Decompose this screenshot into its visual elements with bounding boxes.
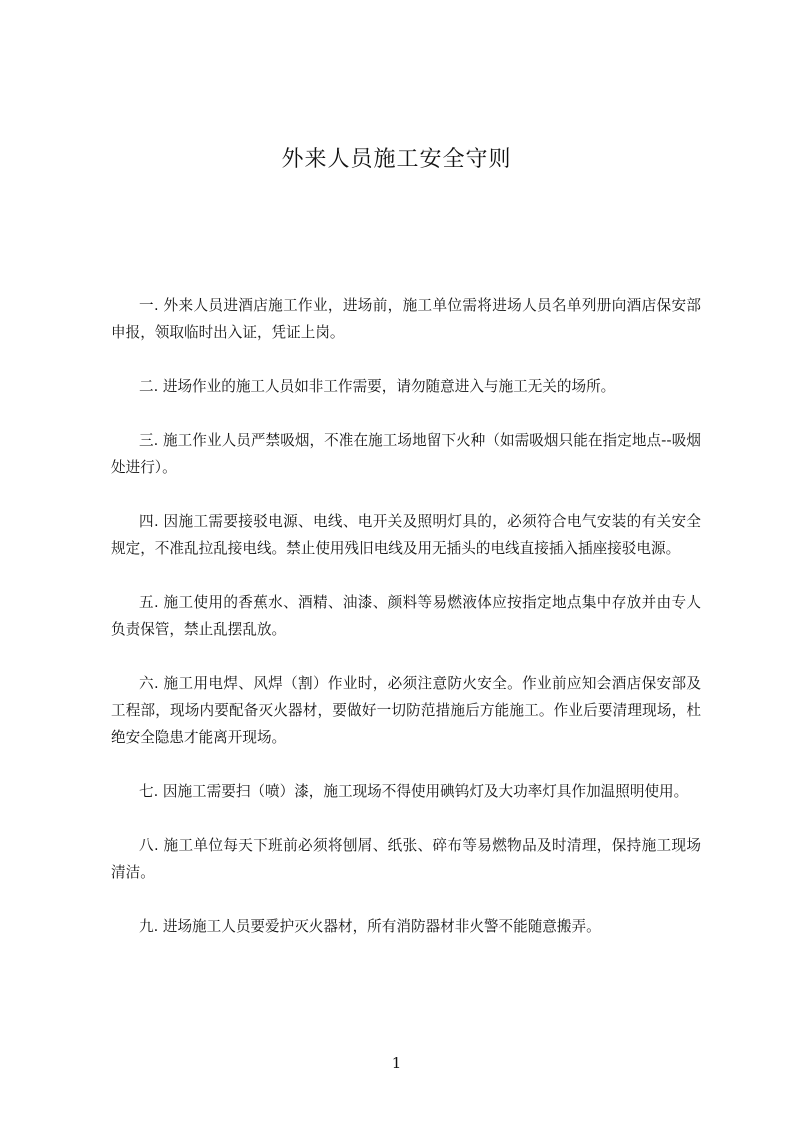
page-number: 1 [391,1054,402,1072]
document-title: 外来人员施工安全守则 [281,147,512,172]
rule-2: 二. 进场作业的施工人员如非工作需要，请勿随意进入与施工无关的场所。 [139,378,616,395]
rule-3: 三. 施工作业人员严禁吸烟，不准在施工场地留下火种（如需吸烟只能在指定地点--吸烟处进行）。 [111,432,701,476]
rule-1: 一. 外来人员进酒店施工作业，进场前，施工单位需将进场人员名单列册向酒店保安部申报，领取临时出入证，凭证上岗。 [111,297,701,341]
rule-5: 五. 施工使用的香蕉水、酒精、油漆、颜料等易燃液体应按指定地点集中存放并由专人负责保管，禁止乱摆乱放。 [111,594,701,638]
rule-8: 八. 施工单位每天下班前必须将刨屑、纸张、碎布等易燃物品及时清理，保持施工现场清洁。 [111,837,701,881]
rule-4: 四. 因施工需要接驳电源、电线、电开关及照明灯具的，必须符合电气安装的有关安全规定，不准乱拉乱接电线。禁止使用残旧电线及用无插头的电线直接插入插座接驳电源。 [111,513,701,557]
rule-7: 七. 因施工需要扫（喷）漆，施工现场不得使用碘钨灯及大功率灯具作加温照明使用。 [139,783,689,800]
rules-list [111,292,701,967]
rule-9: 九. 进场施工人员要爱护灭火器材，所有消防器材非火警不能随意搬弄。 [139,918,601,935]
rule-6: 六. 施工用电焊、风焊（割）作业时，必须注意防火安全。作业前应知会酒店保安部及工程部，现场内要配备灭火器材，要做好一切防范措施后方能施工。作业后要清理现场，杜绝安全隐患才能离开现场。 [111,675,701,746]
